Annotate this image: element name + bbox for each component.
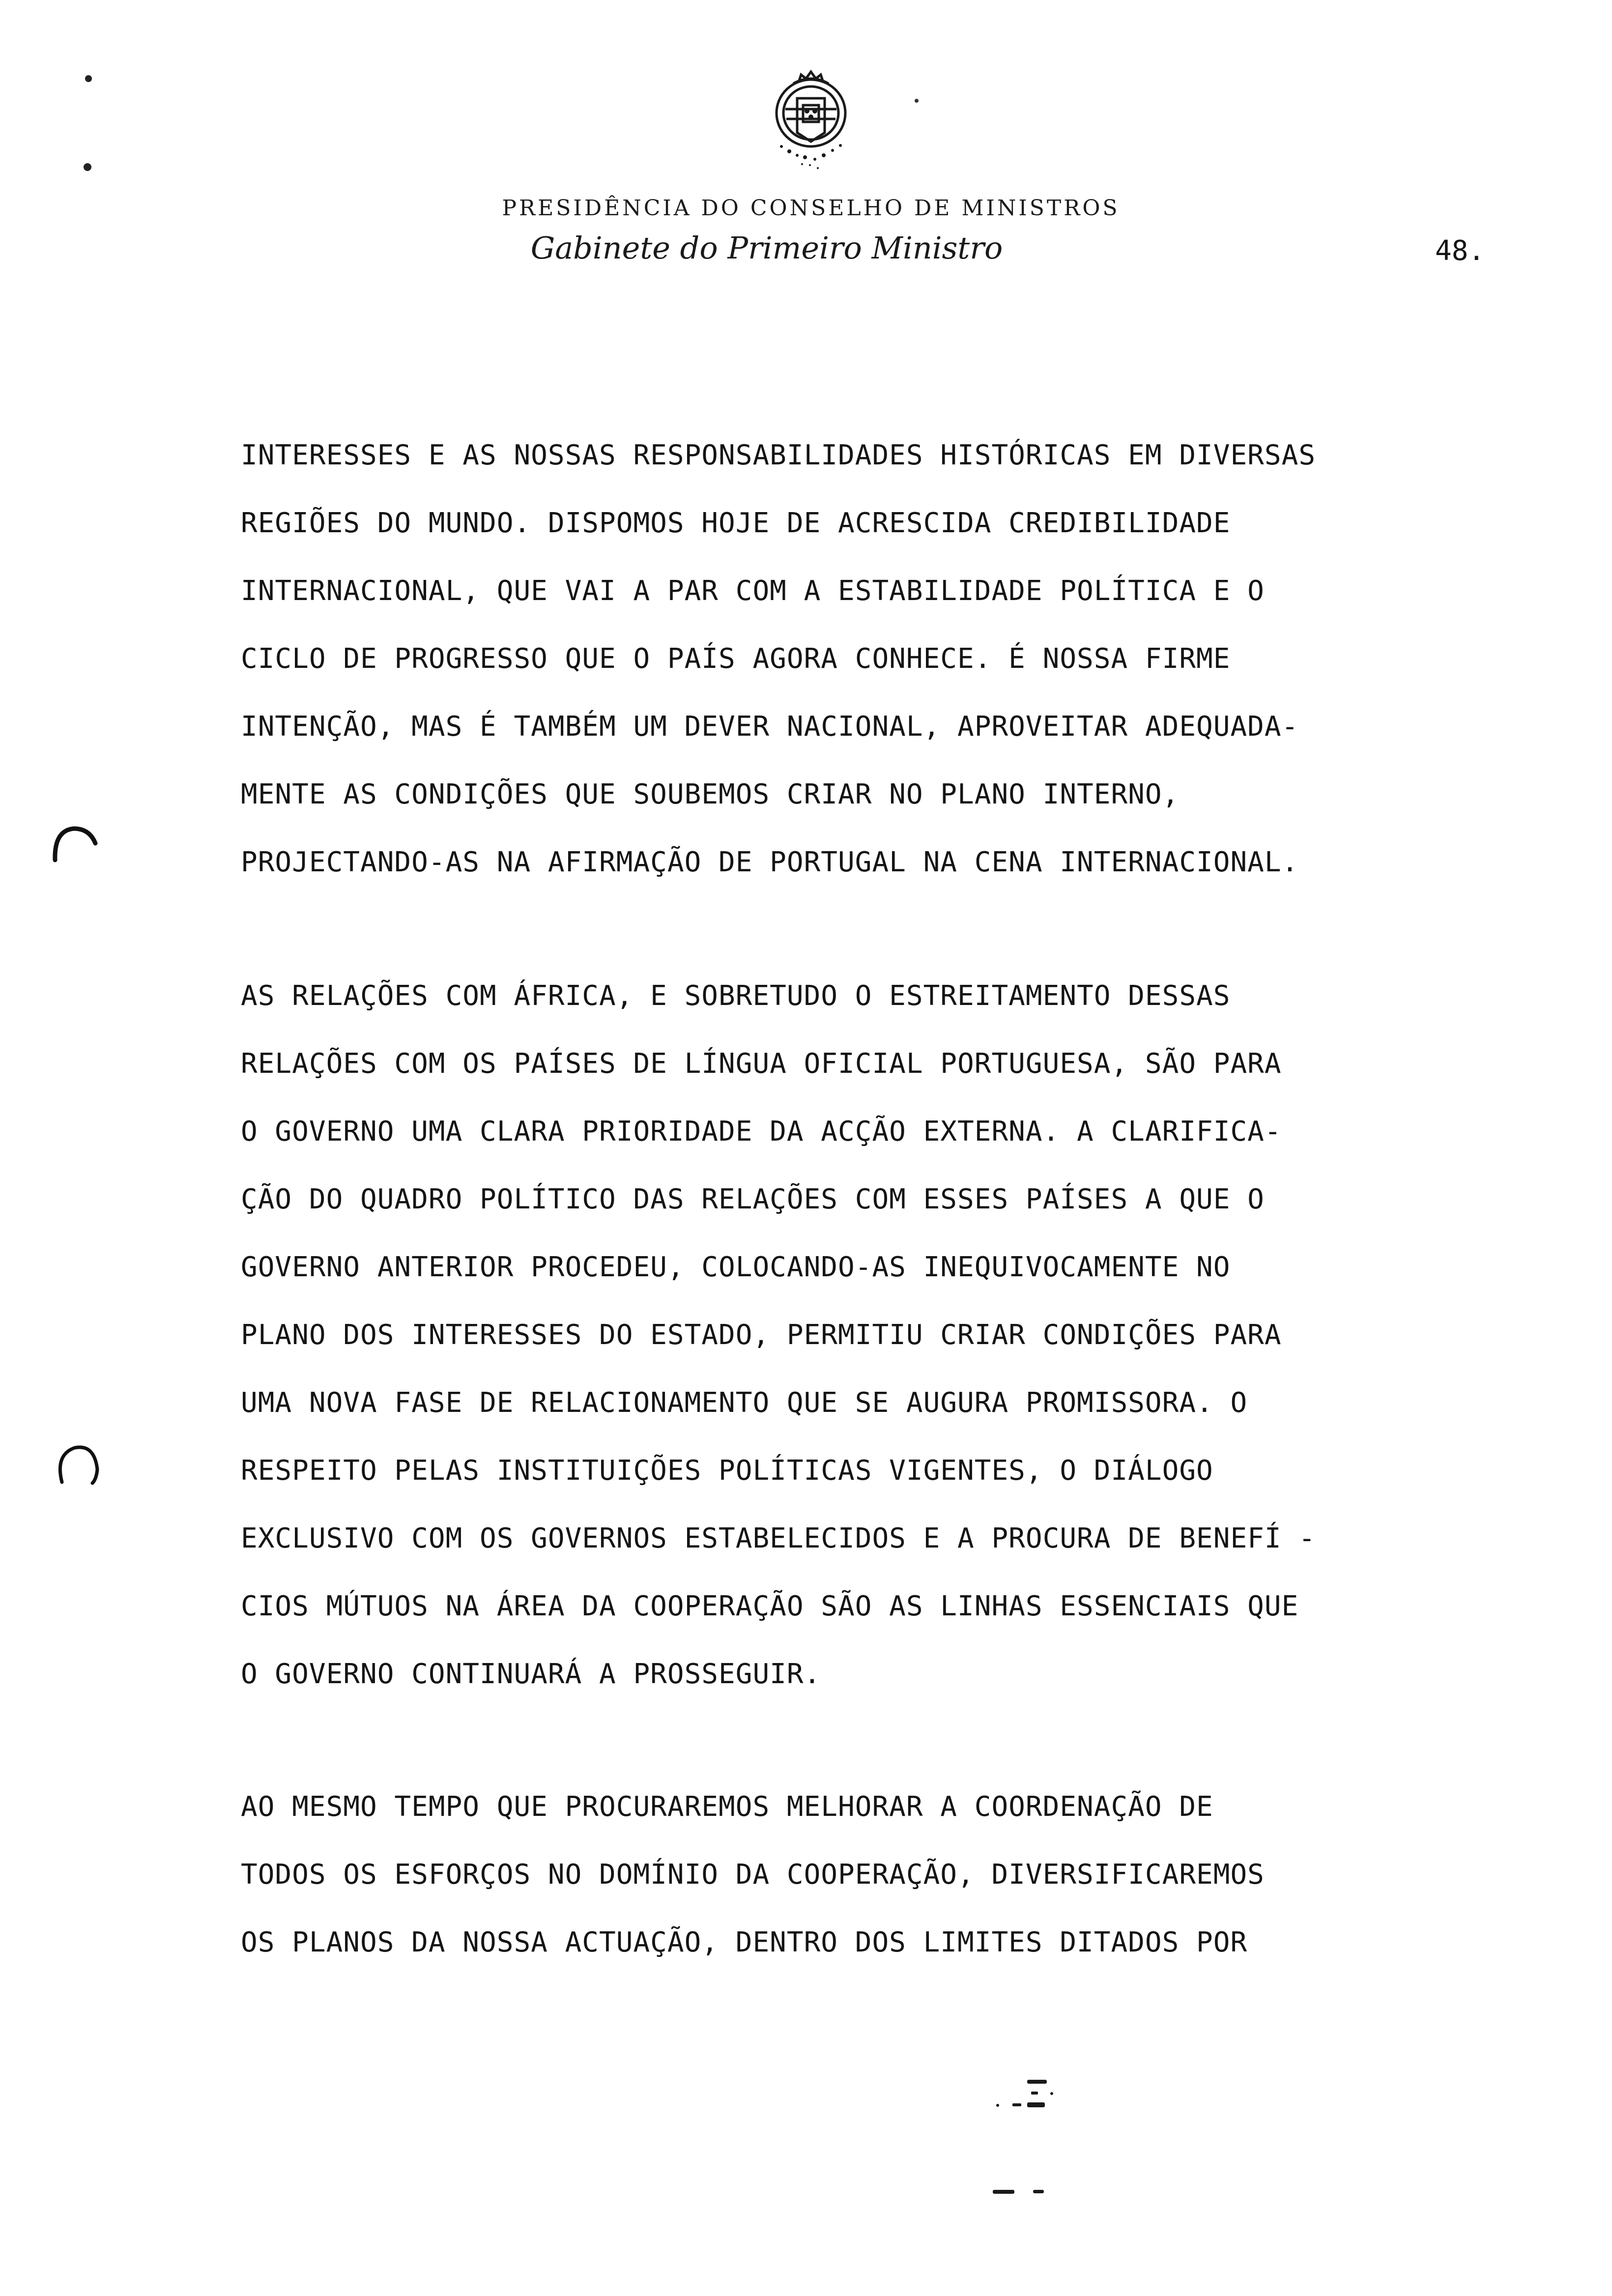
text-line: PLANO DOS INTERESSES DO ESTADO, PERMITIU CRIAR CONDIÇÕES PARA xyxy=(241,1319,1282,1351)
scan-speck-icon xyxy=(909,93,924,108)
text-line: O GOVERNO UMA CLARA PRIORIDADE DA ACÇÃO EXTERNA. A CLARIFICA- xyxy=(241,1116,1282,1148)
text-line: UMA NOVA FASE DE RELACIONAMENTO QUE SE AUGURA PROMISSORA. O xyxy=(241,1387,1248,1419)
text-line: EXCLUSIVO COM OS GOVERNOS ESTABELECIDOS E A PROCURA DE BENEFÍ - xyxy=(241,1522,1316,1554)
text-line: PROJECTANDO-AS NA AFIRMAÇÃO DE PORTUGAL NA CENA INTERNACIONAL. xyxy=(241,846,1299,878)
header-subtitle-script: Gabinete do Primeiro Ministro xyxy=(530,230,1003,266)
text-line: ÇÃO DO QUADRO POLÍTICO DAS RELAÇÕES COM ESSES PAÍSES A QUE O xyxy=(241,1183,1265,1215)
text-line: MENTE AS CONDIÇÕES QUE SOUBEMOS CRIAR NO PLANO INTERNO, xyxy=(241,778,1180,810)
text-line: O GOVERNO CONTINUARÁ A PROSSEGUIR. xyxy=(241,1658,821,1690)
punch-hole-arc-icon xyxy=(44,816,103,875)
text-line: INTENÇÃO, MAS É TAMBÉM UM DEVER NACIONAL, APROVEITAR ADEQUADA- xyxy=(241,711,1299,743)
text-line: RELAÇÕES COM OS PAÍSES DE LÍNGUA OFICIAL PORTUGUESA, SÃO PARA xyxy=(241,1048,1282,1080)
text-line: AS RELAÇÕES COM ÁFRICA, E SOBRETUDO O ESTREITAMENTO DESSAS xyxy=(241,980,1231,1012)
scan-smudge-icon xyxy=(988,2182,1057,2202)
text-line: OS PLANOS DA NOSSA ACTUAÇÃO, DENTRO DOS LIMITES DITADOS POR xyxy=(241,1926,1248,1958)
text-line: REGIÕES DO MUNDO. DISPOMOS HOJE DE ACRESCIDA CREDIBILIDADE xyxy=(241,507,1231,539)
text-line: RESPEITO PELAS INSTITUIÇÕES POLÍTICAS VIGENTES, O DIÁLOGO xyxy=(241,1455,1213,1487)
page-number: 48. xyxy=(1435,235,1485,267)
punch-hole-circle-icon xyxy=(47,1435,106,1494)
text-line: CICLO DE PROGRESSO QUE O PAÍS AGORA CONHECE. É NOSSA FIRME xyxy=(241,643,1231,675)
scan-speck-icon xyxy=(78,157,97,177)
text-line: AO MESMO TEMPO QUE PROCURAREMOS MELHORAR A COORDENAÇÃO DE xyxy=(241,1791,1213,1823)
text-line: GOVERNO ANTERIOR PROCEDEU, COLOCANDO-AS INEQUIVOCAMENTE NO xyxy=(241,1251,1231,1283)
header-organization: PRESIDÊNCIA DO CONSELHO DE MINISTROS xyxy=(502,196,1120,221)
text-line: TODOS OS ESFORÇOS NO DOMÍNIO DA COOPERAÇÃO, DIVERSIFICAREMOS xyxy=(241,1859,1265,1891)
scan-smudge-icon xyxy=(978,2074,1076,2133)
coat-of-arms-seal-icon xyxy=(752,64,870,182)
text-line: INTERESSES E AS NOSSAS RESPONSABILIDADES HISTÓRICAS EM DIVERSAS xyxy=(241,439,1316,471)
scan-speck-icon xyxy=(79,69,98,88)
text-line: CIOS MÚTUOS NA ÁREA DA COOPERAÇÃO SÃO AS LINHAS ESSENCIAIS QUE xyxy=(241,1590,1299,1622)
text-line: INTERNACIONAL, QUE VAI A PAR COM A ESTABILIDADE POLÍTICA E O xyxy=(241,575,1265,607)
